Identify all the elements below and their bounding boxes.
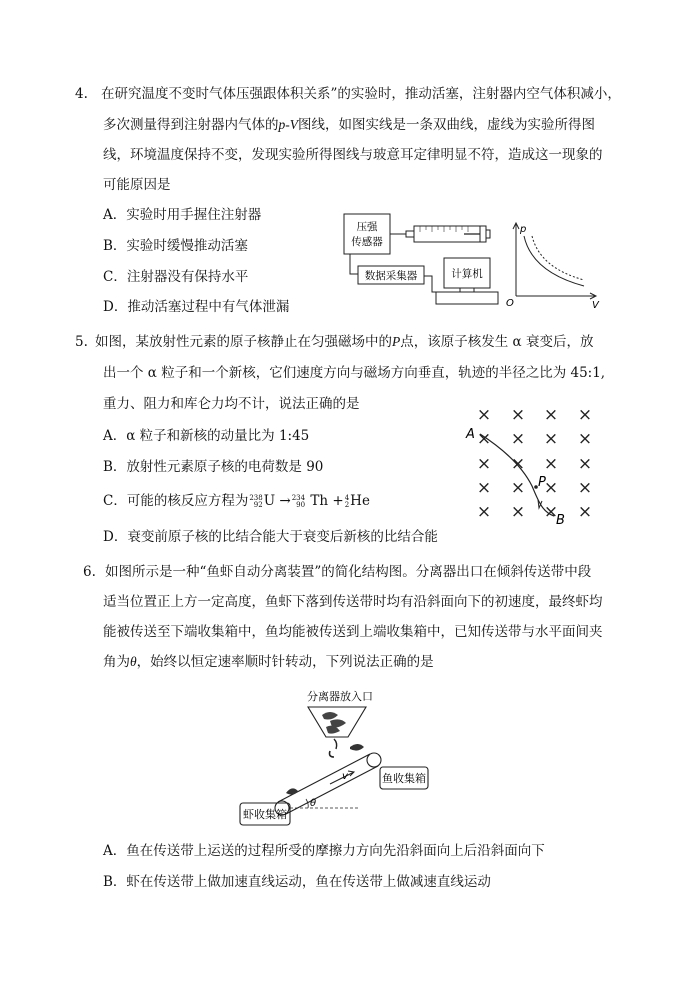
upper-pulley — [367, 753, 381, 767]
origin-label: O — [506, 298, 514, 309]
field-cross: × — [510, 478, 526, 498]
field-cross: × — [577, 405, 593, 425]
v-axis-label: V — [592, 300, 599, 310]
field-cross: × — [476, 429, 492, 449]
field-cross: × — [543, 405, 559, 425]
inlet-label: 分离器放入口 — [307, 690, 373, 703]
field-cross: × — [577, 502, 593, 522]
q5-option-b[interactable]: B．放射性元素原子核的电荷数是 90 — [103, 459, 324, 475]
q4-option-d[interactable]: D．推动活塞过程中有气体泄漏 — [103, 299, 290, 315]
q4-apparatus-figure — [336, 210, 606, 310]
belt-bottom — [286, 766, 378, 814]
field-cross: × — [476, 454, 492, 474]
field-cross: × — [543, 478, 559, 498]
field-cross: × — [476, 478, 492, 498]
computer-label: 计算机 — [451, 268, 483, 280]
q5-option-c[interactable]: C．可能的核反应方程为 238 92 U → 234 90 Th + 4 2 He — [103, 493, 370, 509]
q5-stem-line-1: 如图，某放射性元素的原子核静止在匀强磁场中的P点，该原子核发生 α 衰变后，放 — [95, 334, 594, 350]
q5-option-a[interactable]: A．α 粒子和新核的动量比为 1:45 — [103, 428, 310, 444]
field-cross: × — [543, 502, 559, 522]
q6-conveyor-figure — [230, 685, 455, 830]
fish-box-label: 鱼收集箱 — [382, 772, 426, 785]
magnetic-field-crosses — [477, 405, 592, 522]
theta-label: θ — [310, 798, 317, 809]
fish-shrimp-pile — [322, 712, 346, 734]
q6-number: 6. — [83, 564, 96, 580]
field-cross: × — [510, 429, 526, 449]
field-cross: × — [510, 454, 526, 474]
q4-number: 4. — [75, 86, 88, 102]
falling-fish-icon — [350, 744, 364, 751]
hyperbola-solid — [524, 236, 584, 286]
q4-option-b[interactable]: B．实验时缓慢推动活塞 — [103, 238, 248, 254]
field-cross: × — [543, 454, 559, 474]
field-cross: × — [577, 429, 593, 449]
pressure-sensor-label-2: 传感器 — [351, 236, 383, 248]
q5-stem-line-3: 重力、阻力和库仑力均不计，说法正确的是 — [103, 396, 360, 412]
label-p: P — [538, 475, 546, 490]
label-b: B — [556, 513, 565, 528]
q6-stem-line-4: 角为θ，始终以恒定速率顺时针转动，下列说法正确的是 — [103, 654, 434, 670]
pressure-sensor-label-1: 压强 — [356, 221, 378, 233]
q6-stem-line-1: 如图所示是一种“鱼虾自动分离装置”的简化结构图。分离器出口在倾斜传送带中段 — [105, 564, 592, 580]
p-axis-label: p — [520, 224, 527, 235]
data-collector-label: 数据采集器 — [364, 270, 418, 282]
th-nuclide-indices: 234 90 — [291, 493, 306, 509]
field-cross: × — [577, 454, 593, 474]
field-cross: × — [510, 502, 526, 522]
q4-stem-line-1: 在研究温度不变时气体压强跟体积关系”的实验时，推动活塞，注射器内空气体积减小， — [101, 86, 621, 102]
pressure-sensor-box — [344, 214, 390, 254]
q4-stem-line-2: 多次测量得到注射器内气体的p-V图线，如图实线是一条双曲线，虚线为实验所得图 — [103, 117, 595, 133]
velocity-label: v — [342, 771, 348, 782]
field-cross: × — [476, 502, 492, 522]
q4-stem-line-4: 可能原因是 — [103, 177, 171, 193]
q5-magnetic-field-figure — [462, 400, 612, 530]
field-cross: × — [510, 405, 526, 425]
field-cross: × — [476, 405, 492, 425]
q4-option-c[interactable]: C．注射器没有保持水平 — [103, 269, 249, 285]
shrimp-box-label: 虾收集箱 — [243, 808, 287, 821]
q5-stem-line-2: 出一个 α 粒子和一个新核，它们速度方向与磁场方向垂直，轨迹的半径之比为 45:1, — [103, 365, 606, 381]
computer-base — [436, 292, 498, 304]
he-nuclide-indices: 4 2 — [344, 493, 350, 509]
q4-option-a[interactable]: A．实验时用手握住注射器 — [103, 207, 262, 223]
q6-stem-line-3: 能被传送至下端收集箱中，鱼均能被传送到上端收集箱中，已知传送带与水平面间夹 — [103, 624, 603, 640]
q6-stem-line-2: 适当位置正上方一定高度，鱼虾下落到传送带时均有沿斜面向下的初速度，最终虾均 — [103, 594, 603, 610]
field-cross: × — [543, 429, 559, 449]
q6-option-a[interactable]: A．鱼在传送带上运送的过程所受的摩擦力方向先沿斜面向上后沿斜面向下 — [103, 843, 545, 859]
q6-option-b[interactable]: B．虾在传送带上做加速直线运动，鱼在传送带上做减速直线运动 — [103, 874, 491, 890]
shrimp-icon — [286, 788, 298, 794]
belt-top — [278, 754, 370, 802]
q4-stem-line-3: 线，环境温度保持不变，发现实验所得图线与玻意耳定律明显不符，造成这一现象的 — [103, 147, 603, 163]
label-a: A — [466, 427, 475, 442]
q5-option-d[interactable]: D．衰变前原子核的比结合能大于衰变后新核的比结合能 — [103, 529, 438, 545]
experiment-curve-dashed — [532, 236, 584, 280]
field-cross: × — [577, 478, 593, 498]
q5-number: 5. — [75, 334, 88, 350]
u-nuclide-indices: 238 92 — [249, 493, 263, 509]
